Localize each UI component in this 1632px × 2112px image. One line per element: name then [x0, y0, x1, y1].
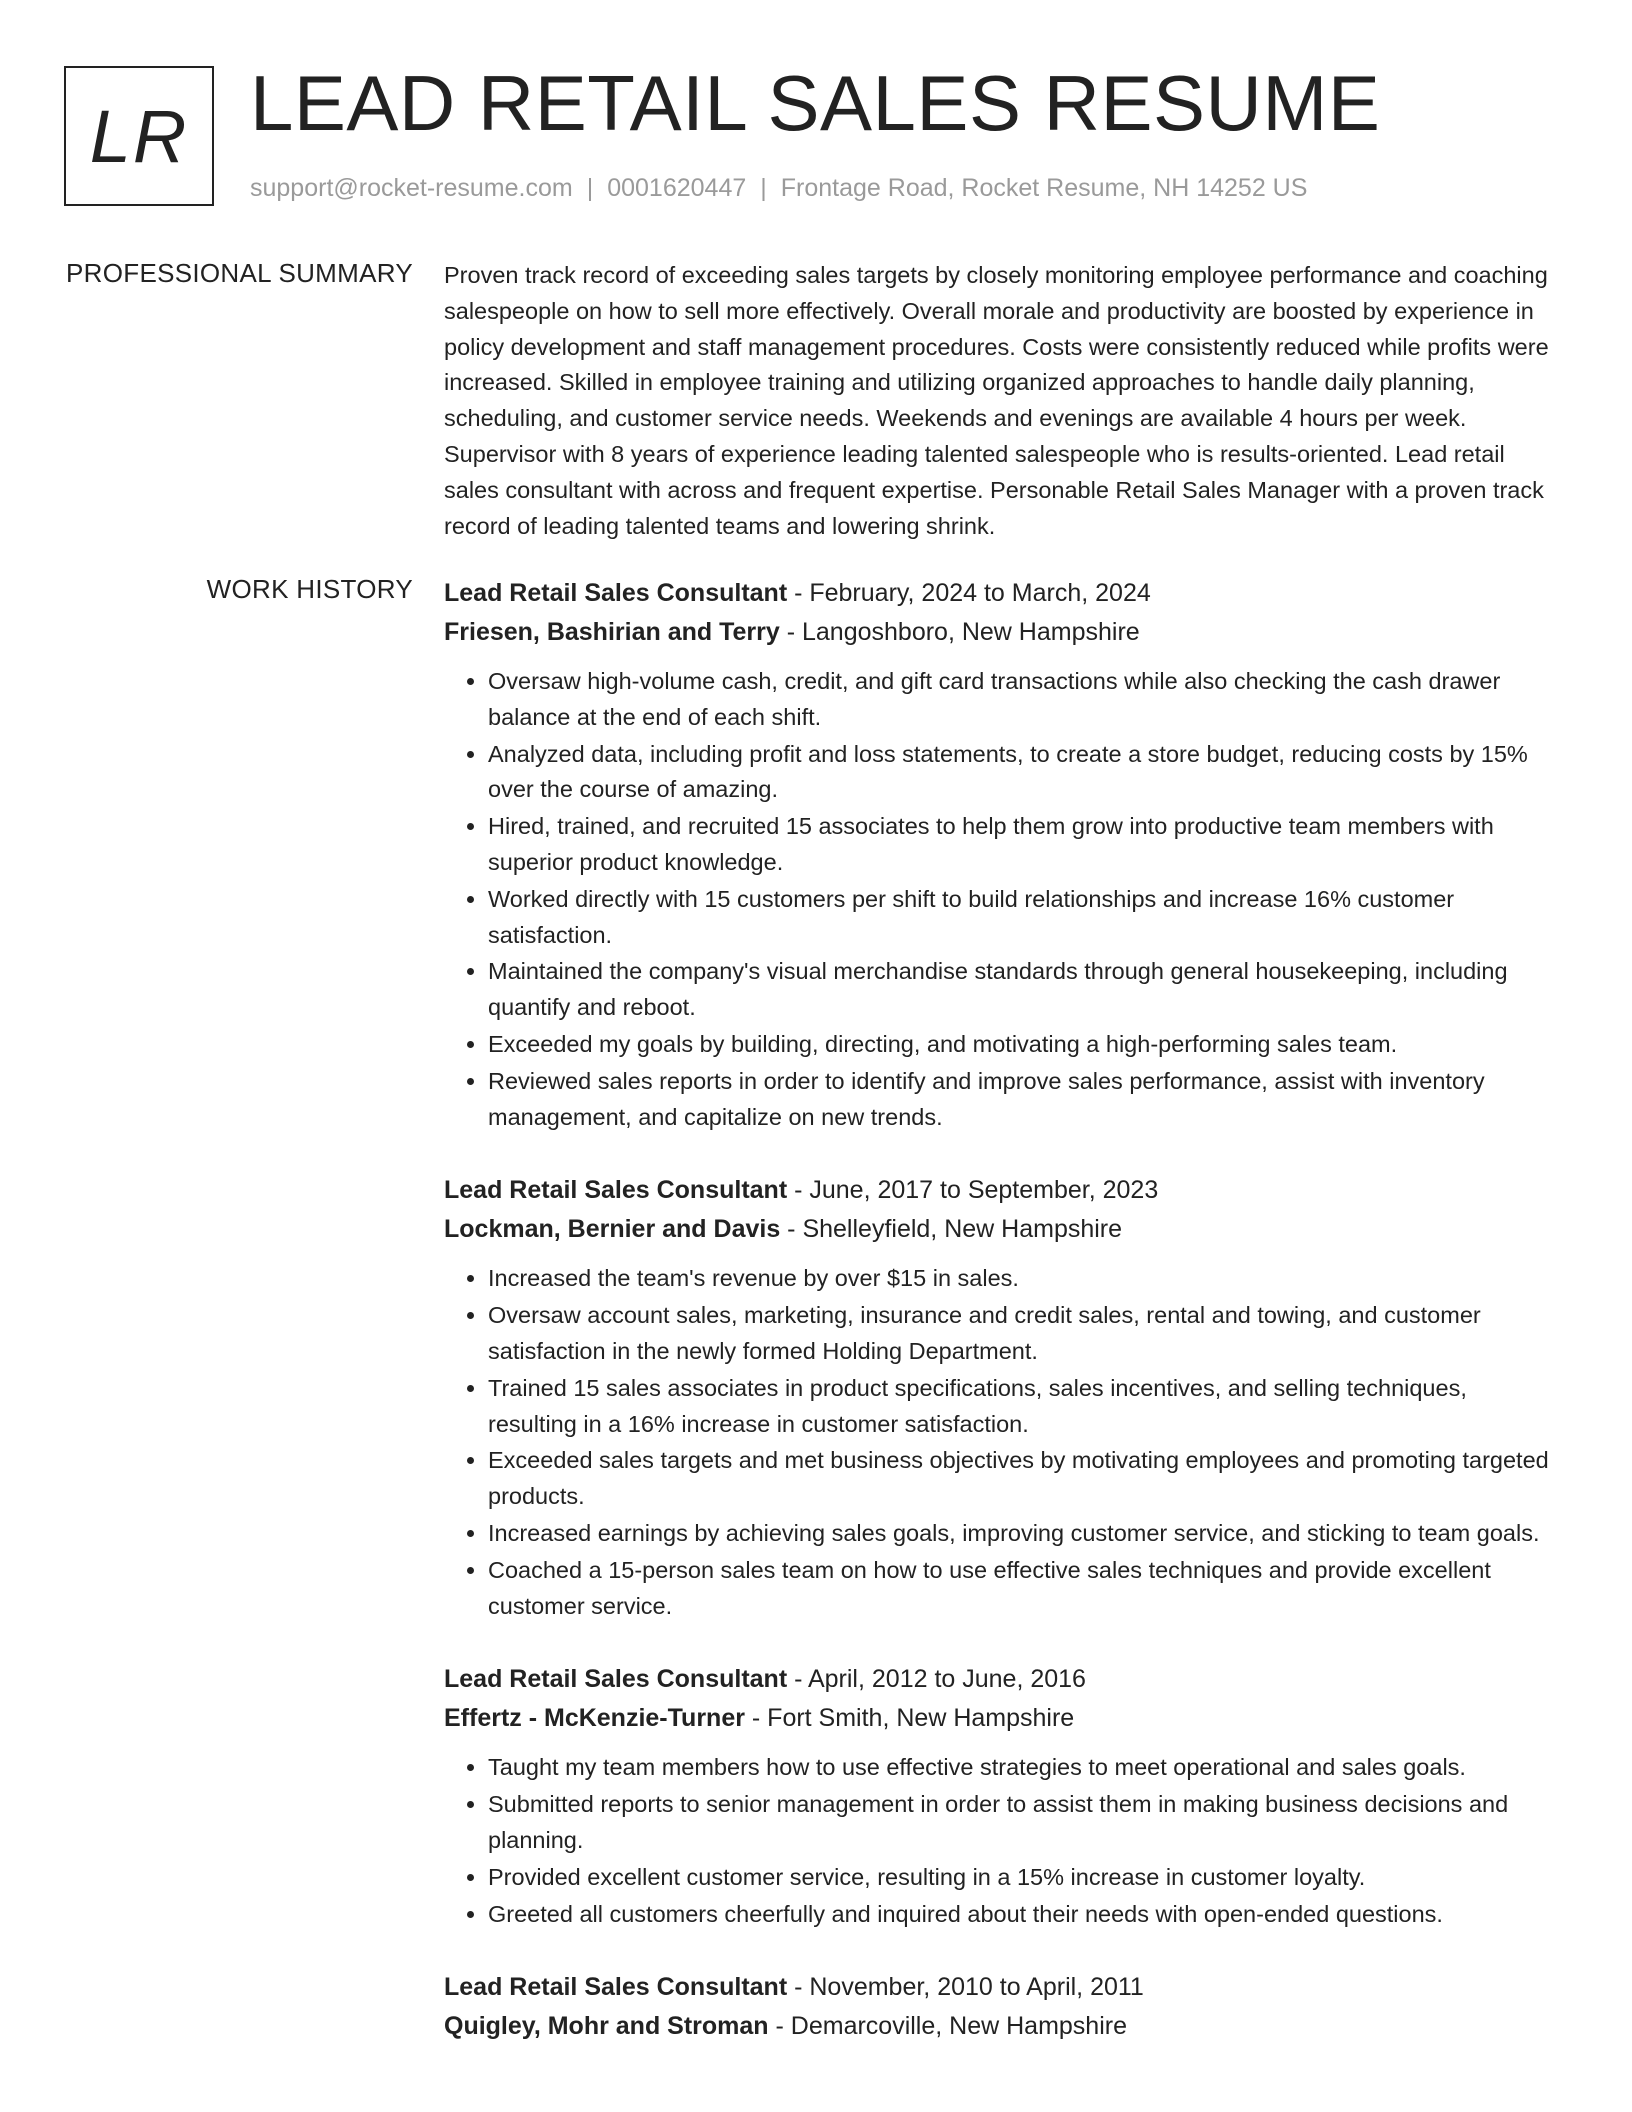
resume-header: [64, 59, 1568, 216]
job-dates: - June, 2017 to September, 2023: [787, 1176, 1159, 1205]
job-entry: [444, 1660, 1556, 1932]
contact-address: Frontage Road, Rocket Resume, NH 14252 US: [780, 174, 1308, 202]
job-title-line: [444, 1171, 1556, 1210]
job-location: - Shelleyfield, New Hampshire: [780, 1215, 1123, 1244]
job-company: Friesen, Bashirian and Terry: [444, 618, 780, 646]
job-dates: - November, 2010 to April, 2011: [787, 1973, 1144, 2002]
job-bullet: • Oversaw account sales, marketing, insurance and credit sales, rental and towing, and customer satisfaction in the newly formed Holding Department.: [488, 1298, 1556, 1370]
job-bullet: • Trained 15 sales associates in product specifications, sales incentives, and selling techniques, resulting in a 16% increase in customer satisfaction.: [488, 1371, 1556, 1443]
job-bullet-list: [444, 1261, 1556, 1624]
job-title-line: [444, 1660, 1556, 1699]
section-label-summary: PROFESSIONAL SUMMARY: [66, 258, 413, 288]
job-title-line: [444, 574, 1556, 613]
job-company-line: [444, 613, 1556, 652]
job-bullet: • Analyzed data, including profit and loss statements, to create a store budget, reducing costs by 15% over the course of amazing.: [488, 737, 1556, 809]
section-label-work-history: WORK HISTORY: [206, 574, 413, 604]
job-entry: [444, 1968, 1556, 2046]
job-bullet: • Worked directly with 15 customers per shift to build relationships and increase 16% customer satisfaction.: [488, 882, 1556, 954]
contact-email: support@rocket-resume.com: [250, 174, 573, 202]
job-company: Quigley, Mohr and Stroman: [444, 2012, 769, 2041]
job-bullet: • Increased earnings by achieving sales goals, improving customer service, and sticking to team goals.: [488, 1516, 1556, 1552]
job-bullet: • Coached a 15-person sales team on how to use effective sales techniques and provide excellent customer service.: [488, 1553, 1556, 1625]
summary-body: [444, 258, 1556, 544]
job-company: Lockman, Bernier and Davis: [444, 1215, 781, 1244]
job-location: - Langoshboro, New Hampshire: [779, 618, 1140, 646]
job-bullet-list: [444, 664, 1556, 1135]
contact-phone: 0001620447: [607, 174, 747, 202]
job-title: Lead Retail Sales Consultant: [444, 1973, 788, 2002]
job-entry: [444, 1171, 1556, 1624]
job-bullet: • Submitted reports to senior management in order to assist them in making business decisions and planning.: [488, 1787, 1556, 1859]
job-bullet: • Increased the team's revenue by over $15 in sales.: [488, 1261, 1556, 1297]
job-bullet: • Maintained the company's visual merchandise standards through general housekeeping, including quantify and reboot.: [488, 954, 1556, 1026]
job-dates: - February, 2024 to March, 2024: [787, 579, 1151, 607]
job-entry: [444, 574, 1556, 1135]
resume-title: LEAD RETAIL SALES RESUME: [250, 59, 1381, 147]
job-bullet: • Taught my team members how to use effective strategies to meet operational and sales goals.: [488, 1750, 1556, 1786]
job-bullet: • Provided excellent customer service, resulting in a 15% increase in customer loyalty.: [488, 1860, 1556, 1896]
work-history-body: [444, 574, 1556, 2082]
job-title: Lead Retail Sales Consultant: [444, 1665, 788, 1694]
job-bullet-list: [444, 1750, 1556, 1932]
contact-separator: |: [586, 174, 594, 202]
contact-line: [250, 174, 1307, 203]
job-title: Lead Retail Sales Consultant: [444, 1176, 788, 1205]
summary-text: Proven track record of exceeding sales targets by closely monitoring employee performance and coaching salespeople on how to sell more effectively. Overall morale and productivity are boosted by experience in policy development and staff management procedures. Costs were consistently reduced while profits were increased. Skilled in employee training and utilizing organized approaches to handle daily planning, scheduling, and customer service needs. Weekends and evenings are available 4 hours per week. Supervisor with 8 years of experience leading talented salespeople who is results-oriented. Lead retail sales consultant with across and frequent expertise. Personable Retail Sales Manager with a proven track record of leading talented teams and lowering shrink.: [444, 262, 1549, 539]
job-location: - Fort Smith, New Hampshire: [744, 1704, 1075, 1733]
job-company-line: [444, 2007, 1556, 2046]
job-bullet: • Hired, trained, and recruited 15 associates to help them grow into productive team members with superior product knowledge.: [488, 809, 1556, 881]
job-title-line: [444, 1968, 1556, 2007]
job-dates: - April, 2012 to June, 2016: [787, 1665, 1086, 1694]
job-location: - Demarcoville, New Hampshire: [768, 2012, 1127, 2041]
job-company-line: [444, 1699, 1556, 1738]
job-company: Effertz - McKenzie-Turner: [444, 1704, 745, 1733]
job-bullet: • Greeted all customers cheerfully and inquired about their needs with open-ended questions.: [488, 1897, 1556, 1933]
job-bullet: • Exceeded sales targets and met business objectives by motivating employees and promoting targeted products.: [488, 1443, 1556, 1515]
contact-separator: |: [760, 174, 767, 202]
job-title: Lead Retail Sales Consultant: [444, 579, 788, 607]
job-company-line: [444, 1210, 1556, 1249]
job-bullet: • Oversaw high-volume cash, credit, and gift card transactions while also checking the cash drawer balance at the end of each shift.: [488, 664, 1556, 736]
monogram-logo: LR: [64, 66, 214, 206]
job-bullet: • Exceeded my goals by building, directing, and motivating a high-performing sales team.: [488, 1027, 1556, 1063]
job-bullet: • Reviewed sales reports in order to identify and improve sales performance, assist with inventory management, and capitalize on new trends.: [488, 1064, 1556, 1136]
